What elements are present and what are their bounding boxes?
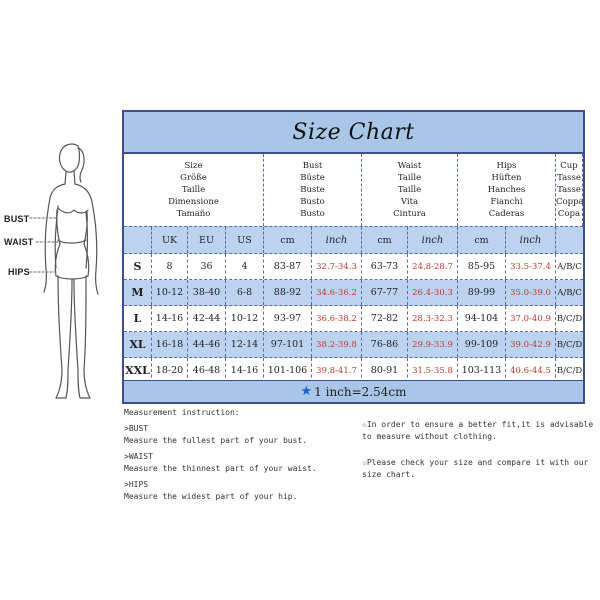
hips-instruction-text: Measure the widest part of your hip. — [124, 492, 298, 501]
row-bust-inch: 38.2-39.8 — [312, 332, 362, 357]
row-bust-cm: 88-92 — [264, 280, 312, 305]
row-bust-cm: 93-97 — [264, 306, 312, 331]
row-eu: 38-40 — [188, 280, 226, 305]
waist-instruction-label: >WAIST — [124, 452, 153, 461]
tip-2-line-2: size chart. — [362, 470, 415, 479]
row-hips-inch: 35.0-39.0 — [506, 280, 556, 305]
bust-instruction-label: >BUST — [124, 424, 149, 433]
bust-label: BUST — [4, 214, 30, 224]
conversion-text: 1 inch=2.54cm — [314, 384, 407, 399]
row-size: XL — [124, 332, 152, 357]
row-size: XXL — [124, 358, 152, 383]
star-icon: ★ — [300, 384, 313, 399]
chart-title-bar — [124, 112, 583, 154]
subheader-cup-blank — [556, 227, 583, 253]
row-bust-cm: 83-87 — [264, 254, 312, 279]
row-us: 6-8 — [226, 280, 264, 305]
row-uk: 14-16 — [152, 306, 188, 331]
tip-2-line-1: ☆Please check your size and compare it with our — [362, 458, 589, 467]
measurement-instructions — [124, 407, 354, 503]
row-waist-cm: 80-91 — [362, 358, 408, 383]
row-hips-inch: 40.6-44.5 — [506, 358, 556, 383]
subheader-bust-cm: cm — [264, 227, 312, 253]
table-row — [124, 306, 583, 332]
row-bust-inch: 32.7-34.3 — [312, 254, 362, 279]
row-cup: A/B/C — [557, 287, 582, 298]
subheader-bust-inch: inch — [312, 227, 362, 253]
row-size: L — [124, 306, 152, 331]
waist-instruction-text: Measure the thinnest part of your waist. — [124, 464, 317, 473]
table-row — [124, 332, 583, 358]
row-waist-cm: 63-73 — [362, 254, 408, 279]
row-hips-cm: 89-99 — [458, 280, 506, 305]
subheader-uk: UK — [152, 227, 188, 253]
row-size: S — [124, 254, 152, 279]
chart-title: Size Chart — [292, 119, 415, 145]
row-cup: A/B/C — [557, 261, 582, 272]
tip-1-line-1: ☆In order to ensure a better fit,it is advisable — [362, 420, 594, 429]
row-hips-inch: 33.5-37.4 — [506, 254, 556, 279]
subheader-waist-inch: inch — [408, 227, 458, 253]
row-uk: 10-12 — [152, 280, 188, 305]
header-bust: Bust Büste Buste Busto Busto — [264, 154, 362, 226]
row-waist-cm: 67-77 — [362, 280, 408, 305]
subheader-waist-cm: cm — [362, 227, 408, 253]
row-bust-cm: 97-101 — [264, 332, 312, 357]
row-bust-inch: 36.6-38.2 — [312, 306, 362, 331]
subheader-blank — [124, 227, 152, 253]
row-hips-cm: 99-109 — [458, 332, 506, 357]
row-waist-inch: 31.5-35.8 — [408, 358, 458, 383]
table-row — [124, 254, 583, 280]
row-uk: 8 — [152, 254, 188, 279]
row-cup: B/C/D — [556, 365, 583, 376]
header-waist: Waist Taille Taille Vita Cintura — [362, 154, 458, 226]
row-cup: B/C/D — [556, 339, 583, 350]
row-us: 14-16 — [226, 358, 264, 383]
row-cup: B/C/D — [556, 313, 583, 324]
row-uk: 16-18 — [152, 332, 188, 357]
hips-instruction-label: >HIPS — [124, 480, 149, 489]
row-waist-inch: 28.3-32.3 — [408, 306, 458, 331]
row-size: M — [124, 280, 152, 305]
row-hips-cm: 94-104 — [458, 306, 506, 331]
header-size: Size Größe Taille Dimensione Tamaño — [124, 154, 264, 226]
row-eu: 36 — [188, 254, 226, 279]
row-waist-cm: 76-86 — [362, 332, 408, 357]
row-waist-inch: 26.4-30.3 — [408, 280, 458, 305]
row-waist-inch: 24.8-28.7 — [408, 254, 458, 279]
subheader-hips-cm: cm — [458, 227, 506, 253]
row-bust-inch: 39.8-41.7 — [312, 358, 362, 383]
row-waist-inch: 29.9-33.9 — [408, 332, 458, 357]
row-bust-inch: 34.6-36.2 — [312, 280, 362, 305]
row-hips-inch: 37.0-40.9 — [506, 306, 556, 331]
tip-1-line-2: to measure without clothing. — [362, 432, 497, 441]
table-row — [124, 280, 583, 306]
subheader-hips-inch: inch — [506, 227, 556, 253]
row-us: 10-12 — [226, 306, 264, 331]
row-bust-cm: 101-106 — [264, 358, 312, 383]
subheader-us: US — [226, 227, 264, 253]
row-eu: 44-46 — [188, 332, 226, 357]
size-chart — [122, 110, 585, 404]
subheader-row — [124, 226, 583, 254]
conversion-footer — [124, 380, 583, 402]
instructions-heading: Measurement instruction: — [124, 408, 240, 417]
row-eu: 46-48 — [188, 358, 226, 383]
row-hips-cm: 103-113 — [458, 358, 506, 383]
row-us: 4 — [226, 254, 264, 279]
row-hips-cm: 85-95 — [458, 254, 506, 279]
row-waist-cm: 72-82 — [362, 306, 408, 331]
hips-label: HIPS — [8, 267, 30, 277]
bust-instruction-text: Measure the fullest part of your bust. — [124, 436, 308, 445]
header-hips: Hips Hüften Hanches Fianchi Caderas — [458, 154, 556, 226]
fit-tips — [362, 419, 594, 481]
subheader-eu: EU — [188, 227, 226, 253]
row-hips-inch: 39.0-42.9 — [506, 332, 556, 357]
waist-label: WAIST — [4, 237, 34, 247]
row-us: 12-14 — [226, 332, 264, 357]
body-figure — [0, 140, 125, 410]
header-cup: Cup Tasse Tasse Coppa Copa — [556, 154, 583, 226]
row-uk: 18-20 — [152, 358, 188, 383]
row-eu: 42-44 — [188, 306, 226, 331]
